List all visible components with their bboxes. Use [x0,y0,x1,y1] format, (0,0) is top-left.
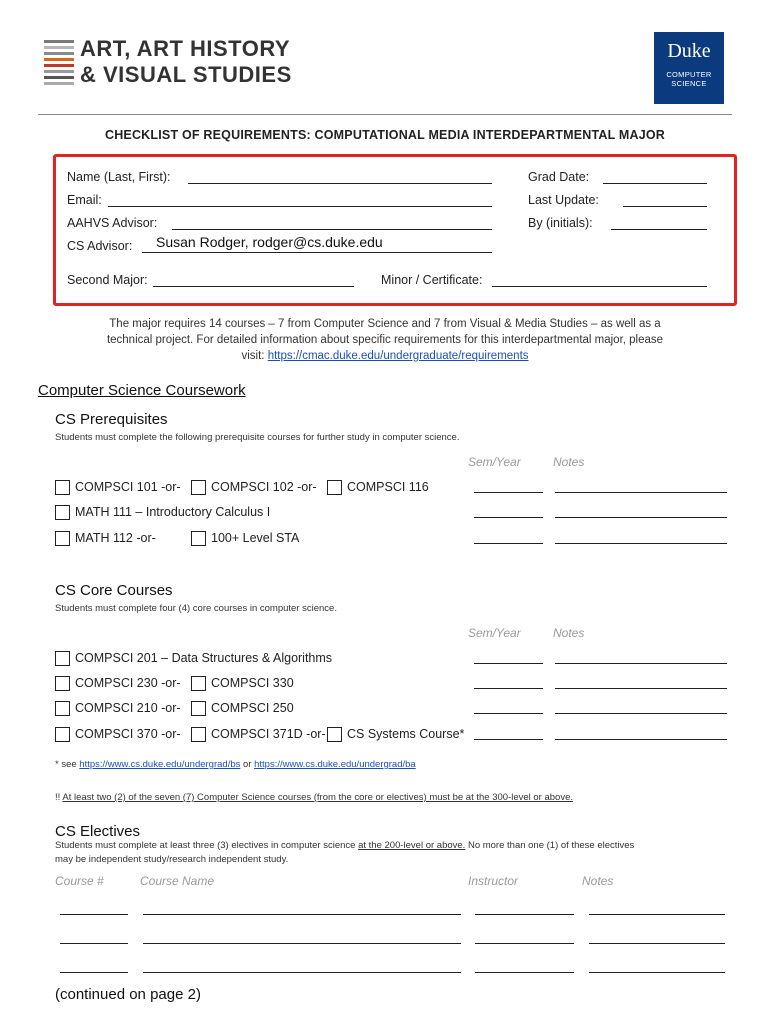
notes-field[interactable] [555,713,727,714]
electives-desc-level: at the 200-level or above. [358,840,466,851]
footnote-or: or [240,759,255,770]
initials-label: By (initials): [528,216,593,230]
prereq-col-semyear: Sem/Year [468,455,521,469]
semyear-field[interactable] [474,543,543,544]
course-compsci-201: COMPSCI 201 – Data Structures & Algorithms [75,651,333,665]
checkbox-compsci-330[interactable] [191,676,206,691]
logo-stripe [44,70,74,73]
email-label: Email: [67,193,102,207]
email-field[interactable] [108,206,492,207]
checkbox-compsci-102[interactable] [191,480,206,495]
logo-stripe [44,82,74,85]
instructor-field[interactable] [475,972,574,973]
checkbox-compsci-371d[interactable] [191,727,206,742]
systems-footnote [55,759,416,770]
dept-name-line1: ART, ART HISTORY [80,36,291,61]
cs-advisor-label: CS Advisor: [67,239,133,253]
aahvs-advisor-field[interactable] [172,229,492,230]
semyear-field[interactable] [474,713,543,714]
logo-stripe [44,76,74,79]
checkbox-compsci-370[interactable] [55,727,70,742]
second-major-field[interactable] [153,286,354,287]
core-desc: Students must complete four (4) core courses in computer science. [55,603,337,614]
course-name-field[interactable] [143,943,461,944]
grad-date-field[interactable] [603,183,707,184]
electives-heading: CS Electives [55,823,141,840]
notes-field[interactable] [555,739,727,740]
name-field[interactable] [188,183,492,184]
logo-stripe [44,52,74,55]
semyear-field[interactable] [474,739,543,740]
course-number-field[interactable] [60,972,128,973]
course-compsci-330: COMPSCI 330 [211,676,294,690]
course-compsci-210: COMPSCI 210 -or- [75,701,181,715]
dept-name-line2: & VISUAL STUDIES [80,62,292,87]
cs-coursework-heading: Computer Science Coursework [38,382,246,399]
instructor-field[interactable] [475,914,574,915]
instructor-field[interactable] [475,943,574,944]
core-col-semyear: Sem/Year [468,626,521,640]
intro-line1: The major requires 14 courses – 7 from Computer Science and 7 from Visual & Media Studies – as well as a [109,318,661,330]
notes-field[interactable] [555,688,727,689]
checkbox-compsci-116[interactable] [327,480,342,495]
continued-note: (continued on page 2) [55,986,201,1003]
aahvs-advisor-label: AAHVS Advisor: [67,216,158,230]
logo-stripe [44,46,74,49]
electives-col-notes: Notes [582,874,614,888]
ba-link[interactable]: https://www.cs.duke.edu/undergrad/ba [254,759,416,770]
course-compsci-370: COMPSCI 370 -or- [75,727,181,741]
last-update-label: Last Update: [528,193,599,207]
intro-visit: visit: [241,350,268,362]
course-sta: 100+ Level STA [211,531,300,545]
course-compsci-116: COMPSCI 116 [347,480,429,494]
course-compsci-250: COMPSCI 250 [211,701,294,715]
logo-stripe [44,40,74,43]
logo-stripe [44,58,74,61]
electives-col-course: Course # [55,874,104,888]
grad-date-label: Grad Date: [528,170,590,184]
course-compsci-102: COMPSCI 102 -or- [211,480,317,494]
duke-cs-logo [654,32,724,104]
name-label: Name (Last, First): [67,170,171,184]
checkbox-compsci-230[interactable] [55,676,70,691]
checkbox-math-112[interactable] [55,531,70,546]
course-number-field[interactable] [60,914,128,915]
notes-field[interactable] [555,543,727,544]
electives-desc-a: Students must complete at least three (3) electives in computer science [55,840,359,851]
course-math-112: MATH 112 -or- [75,531,156,545]
duke-sub2: SCIENCE [671,79,707,88]
requirements-link[interactable]: https://cmac.duke.edu/undergraduate/requirements [267,350,529,362]
notes-field[interactable] [589,914,725,915]
intro-paragraph [40,316,730,364]
course-compsci-230: COMPSCI 230 -or- [75,676,181,690]
bs-link[interactable]: https://www.cs.duke.edu/undergrad/bs [79,759,241,770]
electives-desc-line1 [55,840,634,851]
prereq-heading: CS Prerequisites [55,411,168,428]
level-warning [55,792,573,803]
semyear-field[interactable] [474,663,543,664]
last-update-field[interactable] [623,206,707,207]
warning-prefix: !! [55,792,63,803]
duke-sub1: COMPUTER [666,70,712,79]
checkbox-math-111[interactable] [55,505,70,520]
course-compsci-371d: COMPSCI 371D -or- [211,727,326,741]
checkbox-sta[interactable] [191,531,206,546]
minor-field[interactable] [492,286,707,287]
course-number-field[interactable] [60,943,128,944]
prereq-desc: Students must complete the following prerequisite courses for further study in computer science. [55,432,460,443]
checkbox-compsci-250[interactable] [191,701,206,716]
header-divider [38,114,732,115]
course-cs-systems: CS Systems Course* [347,727,465,741]
semyear-field[interactable] [474,688,543,689]
notes-field[interactable] [555,492,727,493]
footnote-prefix: * see [55,759,80,770]
cs-advisor-field[interactable] [142,252,492,253]
core-col-notes: Notes [553,626,585,640]
course-math-111: MATH 111 – Introductory Calculus I [75,505,271,519]
electives-col-name: Course Name [140,874,215,888]
page-title: CHECKLIST OF REQUIREMENTS: COMPUTATIONAL MEDIA INTERDEPARTMENTAL MAJOR [104,128,666,142]
electives-desc-line2: may be independent study/research independent study. [55,854,289,865]
semyear-field[interactable] [474,492,543,493]
logo-stripe [44,64,74,67]
notes-field[interactable] [589,972,725,973]
electives-desc-b: No more than one (1) of these electives [465,840,635,851]
course-name-field[interactable] [143,972,461,973]
notes-field[interactable] [555,663,727,664]
notes-field[interactable] [589,943,725,944]
course-name-field[interactable] [143,914,461,915]
core-heading: CS Core Courses [55,582,173,599]
minor-label: Minor / Certificate: [381,273,483,287]
initials-field[interactable] [611,229,707,230]
notes-field[interactable] [555,517,727,518]
duke-wordmark: Duke [667,40,711,62]
intro-line3 [40,348,730,364]
semyear-field[interactable] [474,517,543,518]
warning-text: At least two (2) of the seven (7) Computer Science courses (from the core or electives) must be at the 300-level or above. [62,792,573,803]
course-compsci-101: COMPSCI 101 -or- [75,480,181,494]
second-major-label: Second Major: [67,273,148,287]
checkbox-compsci-101[interactable] [55,480,70,495]
checkbox-cs-systems[interactable] [327,727,342,742]
cs-advisor-value: Susan Rodger, rodger@cs.duke.edu [156,234,383,250]
intro-line2: technical project. For detailed information about specific requirements for this interdepartmental major, please [106,334,664,346]
checkbox-compsci-210[interactable] [55,701,70,716]
checkbox-compsci-201[interactable] [55,651,70,666]
prereq-col-notes: Notes [553,455,585,469]
electives-col-instructor: Instructor [468,874,519,888]
